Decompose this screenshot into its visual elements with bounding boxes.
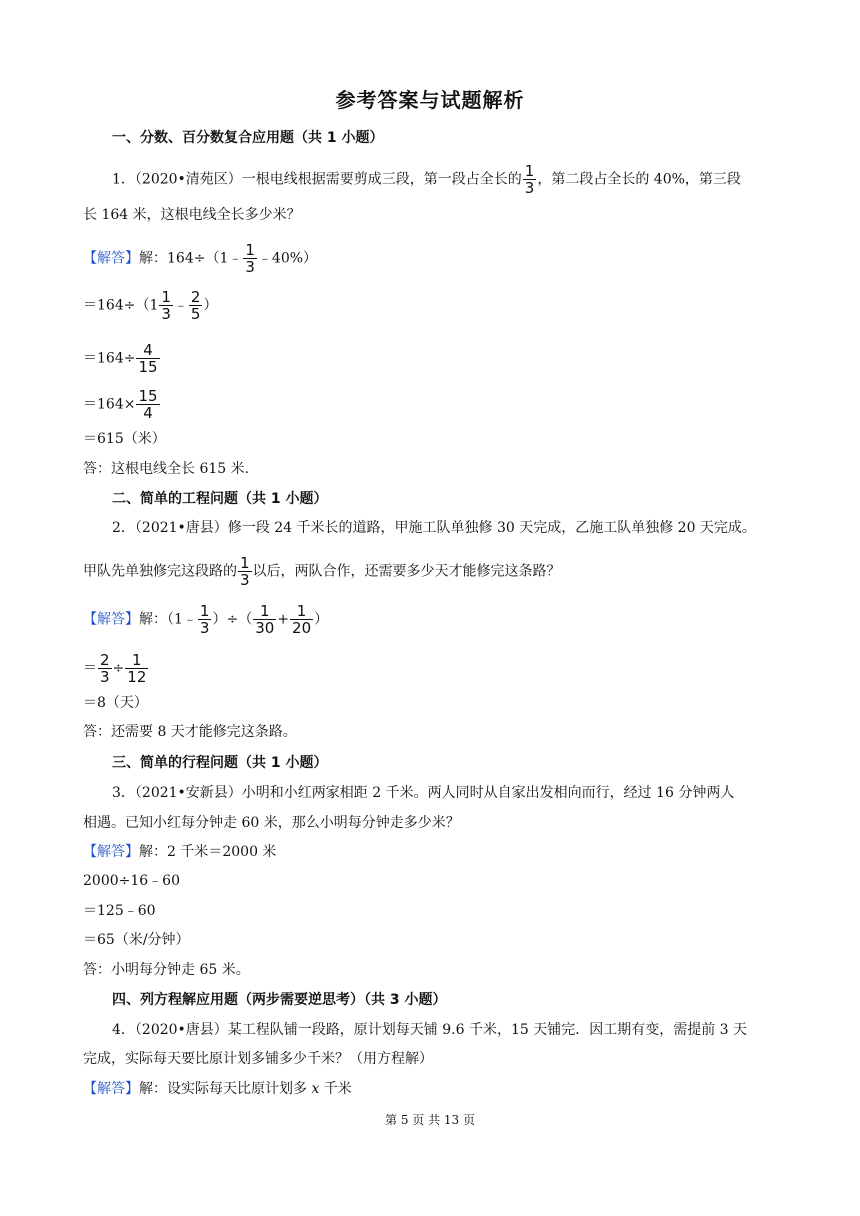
answer-1-line-1: 【解答】解：164÷（1﹣ $\frac{1}{3}$ ﹣40%） bbox=[83, 241, 318, 276]
answer-2-line-3: ＝8（天） bbox=[83, 695, 148, 711]
fraction: $\frac{1}{3}$ bbox=[245, 241, 255, 276]
answer-3-line-2: 2000÷16﹣60 bbox=[83, 873, 180, 889]
fraction: $\frac{2}{5}$ bbox=[190, 288, 201, 323]
fraction: $\frac{1}{3}$ bbox=[524, 162, 535, 197]
answer-3-line-1: 【解答】解：2 千米＝2000 米 bbox=[83, 844, 277, 860]
question-3-line-1: 3．（2021•安新县）小明和小红两家相距 2 千米。两人同时从自家出发相向而行，经过 16 分钟两人 bbox=[112, 785, 735, 801]
answer-3-line-4: ＝65（米/分钟） bbox=[83, 932, 190, 948]
answer-1-line-3: ＝164÷ $\frac{4}{15}$ bbox=[83, 341, 158, 376]
fraction: $\frac{1}{30}$ bbox=[255, 602, 275, 637]
section-heading-1: 一、分数、百分数复合应用题（共 1 小题） bbox=[112, 130, 384, 146]
page-title: 参考答案与试题解析 bbox=[335, 88, 525, 112]
question-4-line-1: 4．（2020•唐县）某工程队铺一段路，原计划每天铺 9.6 千米，15 天铺完．因工期有变，需提前 3 天 bbox=[112, 1022, 748, 1038]
question-1-line-2: 长 164 米，这根电线全长多少米？ bbox=[83, 207, 301, 223]
answer-2-line-1: 【解答】解：（1﹣ $\frac{1}{3}$ ）÷（ $\frac{1}{30}$ + $\frac{1}{20}$ ） bbox=[83, 602, 329, 637]
fraction: $\frac{1}{20}$ bbox=[292, 602, 312, 637]
question-1-line-1: 1．（2020•清苑区）一根电线根据需要剪成三段，第一段占全长的 $\frac{1}{3}$ ，第二段占全长的 40%，第三段 bbox=[112, 162, 741, 197]
section-heading-4: 四、列方程解应用题（两步需要逆思考）（共 3 小题） bbox=[112, 992, 447, 1008]
fraction: $\frac{4}{15}$ bbox=[138, 341, 158, 376]
question-4-line-2: 完成，实际每天要比原计划多铺多少千米？（用方程解） bbox=[83, 1051, 433, 1067]
answer-1-line-5: ＝615（米） bbox=[83, 431, 166, 447]
section-heading-2: 二、简单的工程问题（共 1 小题） bbox=[112, 491, 328, 507]
question-2-line-2: 甲队先单独修完这段路的 $\frac{1}{3}$ 以后，两队合作，还需要多少天才能修完这条路？ bbox=[83, 554, 561, 589]
answer-3-final: 答：小明每分钟走 65 米。 bbox=[83, 962, 250, 978]
answer-2-line-2: ＝ $\frac{2}{3}$ ÷ $\frac{1}{12}$ bbox=[83, 651, 147, 686]
fraction: $\frac{2}{3}$ bbox=[100, 651, 110, 686]
section-heading-3: 三、简单的行程问题（共 1 小题） bbox=[112, 755, 328, 771]
answer-2-final: 答：还需要 8 天才能修完这条路。 bbox=[83, 724, 297, 740]
question-2-line-1: 2．（2021•唐县）修一段 24 千米长的道路，甲施工队单独修 30 天完成，乙施工队单独修 20 天完成。 bbox=[112, 520, 756, 536]
fraction: $\frac{1}{3}$ bbox=[161, 288, 171, 323]
answer-1-line-4: ＝164× $\frac{15}{4}$ bbox=[83, 387, 158, 422]
answer-tag: 【解答】 bbox=[83, 250, 139, 267]
fraction: $\frac{1}{12}$ bbox=[127, 651, 147, 686]
answer-1-final: 答：这根电线全长 615 米. bbox=[83, 461, 250, 477]
fraction: $\frac{1}{3}$ bbox=[199, 602, 210, 637]
page-footer: 第 5 页 共 13 页 bbox=[385, 1113, 475, 1127]
fraction: $\frac{1}{3}$ bbox=[240, 554, 250, 589]
answer-1-line-2: ＝164÷（1 $\frac{1}{3}$ ﹣ $\frac{2}{5}$ ） bbox=[83, 288, 218, 323]
answer-3-line-3: ＝125﹣60 bbox=[83, 903, 156, 919]
question-3-line-2: 相遇。已知小红每分钟走 60 米，那么小明每分钟走多少米？ bbox=[83, 815, 460, 831]
answer-tag: 【解答】 bbox=[83, 844, 139, 860]
answer-tag: 【解答】 bbox=[83, 611, 139, 628]
answer-4-line-1: 【解答】解：设实际每天比原计划多 x 千米 bbox=[83, 1081, 352, 1097]
answer-tag: 【解答】 bbox=[83, 1081, 139, 1097]
fraction: $\frac{15}{4}$ bbox=[138, 387, 158, 422]
